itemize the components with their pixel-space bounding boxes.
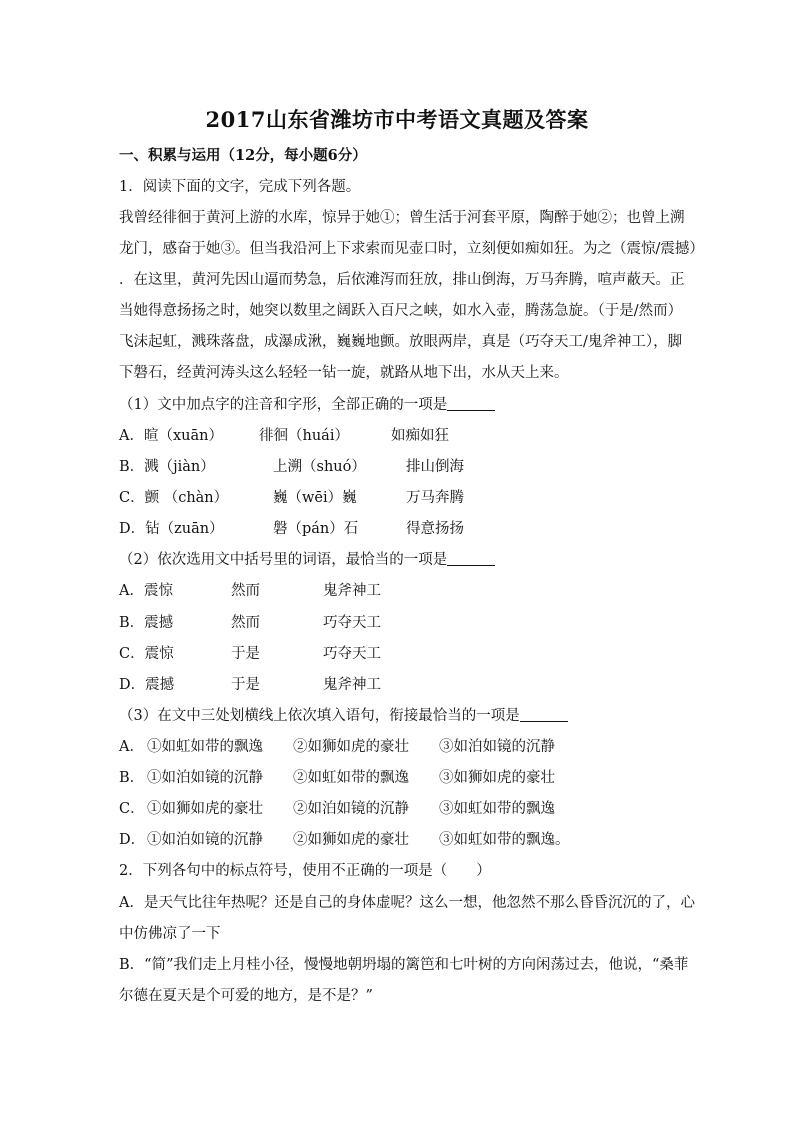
option-item: ①如泊如镜的沉静 xyxy=(147,770,263,786)
option-row xyxy=(119,800,555,818)
option-item: ②如泊如镜的沉静 xyxy=(293,801,409,817)
option-item: ③如虹如带的飘逸 xyxy=(439,801,555,817)
page-title: 2017山东省潍坊市中考语文真题及答案 xyxy=(205,107,589,132)
subquestion-2-text: （2）依次选用文中括号里的词语，最恰当的一项是 xyxy=(119,552,448,568)
option-label: D．钻（zuān） xyxy=(119,521,224,537)
question-2-stem: 2．下列各句中的标点符号，使用不正确的一项是（ ） xyxy=(119,863,491,879)
option-label: B．震撼 xyxy=(119,615,174,631)
option-row xyxy=(119,582,381,600)
question-1-stem: 1．阅读下面的文字，完成下列各题。 xyxy=(119,179,361,195)
option-item: ②如虹如带的飘逸 xyxy=(293,770,409,786)
answer-blank xyxy=(520,708,568,722)
option-item: 然而 xyxy=(231,615,260,631)
option-label: D． xyxy=(119,832,146,848)
option-row xyxy=(119,676,381,694)
option-row xyxy=(119,520,464,538)
subquestion-1-text: （1）文中加点字的注音和字形，全部正确的一项是 xyxy=(119,397,448,413)
option-item: 排山倒海 xyxy=(406,459,464,475)
option-item: ③如狮如虎的豪壮 xyxy=(439,770,555,786)
answer-blank xyxy=(447,552,495,566)
option-item: ①如狮如虎的豪壮 xyxy=(147,801,263,817)
answer-blank xyxy=(447,397,495,411)
passage-line: 下磐石，经黄河涛头这么轻轻一钻一旋，就路从地下出，水从天上来。 xyxy=(119,365,569,381)
option-row xyxy=(119,614,381,632)
passage-line: 我曾经徘徊于黄河上游的水库，惊异于她①；曾生活于河套平原，陶醉于她②；也曾上溯 xyxy=(119,210,685,226)
subquestion-2-stem xyxy=(119,551,495,569)
option-row xyxy=(119,427,449,445)
option-item: 然而 xyxy=(231,583,260,599)
option-label: A．暄（xuān） xyxy=(119,428,223,444)
option-item: 巍（wēi）巍 xyxy=(273,490,357,506)
option-row xyxy=(119,769,555,787)
subquestion-3-stem xyxy=(119,707,568,725)
option-label: C．颤 （chàn） xyxy=(119,490,229,506)
option-item: ③如泊如镜的沉静 xyxy=(439,739,555,755)
option-item: 鬼斧神工 xyxy=(323,583,381,599)
question-2-option-b: B．“简”我们走上月桂小径，慢慢地朝坍塌的篱笆和七叶树的方向闲荡过去，他说，“桑菲 xyxy=(119,957,689,973)
option-label: C． xyxy=(119,801,145,817)
passage-line: ．在这里，黄河先因山逼而势急，后依滩泻而狂放，排山倒海，万马奔腾，喧声蔽天。正 xyxy=(119,272,685,288)
passage-line: 龙门，感奋于她③。但当我沿河上下求索而见壶口时，立刻便如痴如狂。为之（震惊/震撼） xyxy=(119,241,704,257)
option-item: 巧夺天工 xyxy=(323,615,381,631)
option-row xyxy=(119,831,570,849)
option-row xyxy=(119,458,464,476)
option-item: 徘徊（huái） xyxy=(259,428,349,444)
passage-line: 当她得意扬扬之时，她突以数里之阔跃入百尺之峡，如水入壶，腾荡急旋。（于是/然而） xyxy=(119,303,683,319)
option-item: ①如虹如带的飘逸 xyxy=(147,739,263,755)
subquestion-1-stem xyxy=(119,396,495,414)
option-label: B． xyxy=(119,770,145,786)
option-label: A．震惊 xyxy=(119,583,173,599)
question-2-option-a: A．是天气比往年热呢？还是自己的身体虚呢？这么一想，他忽然不那么昏昏沉沉的了，心 xyxy=(119,895,695,911)
option-item: ①如泊如镜的沉静 xyxy=(147,832,263,848)
option-item: 鬼斧神工 xyxy=(323,677,381,693)
passage-line: 飞沫起虹，溅珠落盘，成瀑成湫，巍巍地颤。放眼两岸，真是（巧夺天工/鬼斧神工），脚 xyxy=(119,334,683,350)
option-item: ③如虹如带的飘逸。 xyxy=(439,832,570,848)
option-item: ②如狮如虎的豪壮 xyxy=(293,739,409,755)
option-label: A． xyxy=(119,739,144,755)
option-item: 如痴如狂 xyxy=(391,428,449,444)
option-row xyxy=(119,738,555,756)
question-2-option-b-cont: 尔德在夏天是个可爱的地方，是不是？” xyxy=(119,988,373,1004)
option-row xyxy=(119,489,464,507)
option-item: ②如狮如虎的豪壮 xyxy=(293,832,409,848)
option-row xyxy=(119,645,381,663)
option-item: 于是 xyxy=(231,646,260,662)
question-2-option-a-cont: 中仿佛凉了一下 xyxy=(119,926,221,942)
option-item: 磐（pán）石 xyxy=(273,521,359,537)
option-label: C．震惊 xyxy=(119,646,174,662)
section-heading: 一、积累与运用（12分，每小题6分） xyxy=(119,147,367,164)
option-item: 巧夺天工 xyxy=(323,646,381,662)
subquestion-3-text: （3）在文中三处划横线上依次填入语句，衔接最恰当的一项是 xyxy=(119,708,520,724)
option-item: 上溯（shuó） xyxy=(273,459,366,475)
option-label: B．溅（jiàn） xyxy=(119,459,215,475)
option-item: 万马奔腾 xyxy=(406,490,464,506)
option-item: 于是 xyxy=(231,677,260,693)
option-item: 得意扬扬 xyxy=(406,521,464,537)
option-label: D．震撼 xyxy=(119,677,175,693)
